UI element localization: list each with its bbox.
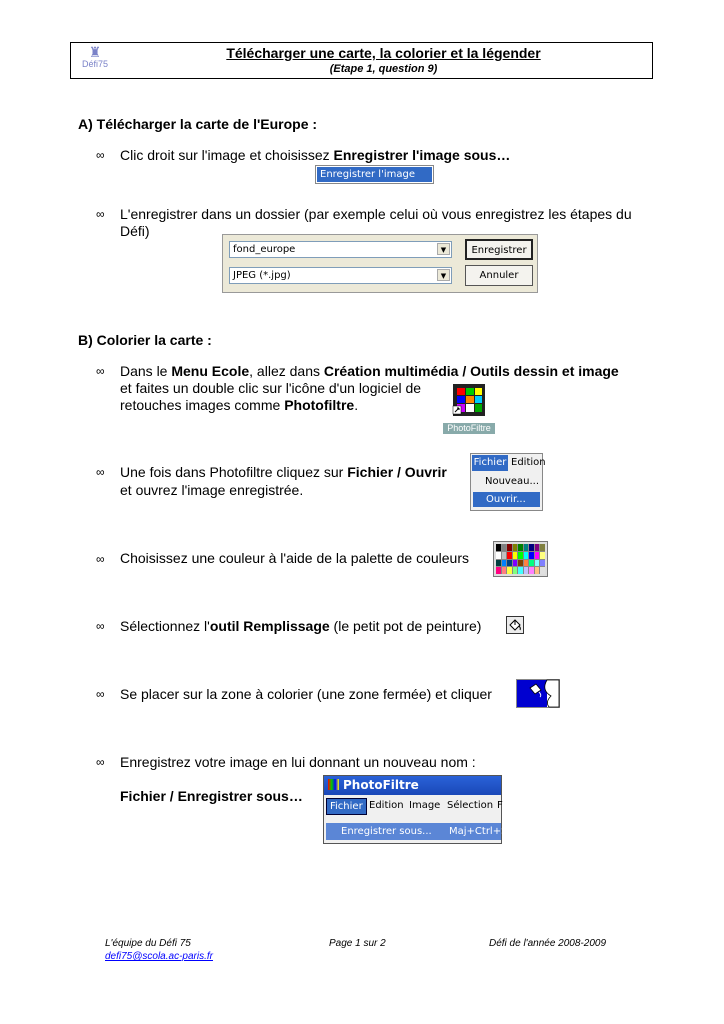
- palette-swatch[interactable]: [496, 544, 501, 551]
- bullet-icon: ∞: [96, 619, 105, 633]
- palette-swatch[interactable]: [540, 544, 545, 551]
- menu-item-nouveau[interactable]: Nouveau...: [485, 476, 540, 487]
- palette-swatch[interactable]: [502, 552, 507, 559]
- palette-swatch[interactable]: [496, 552, 501, 559]
- photofiltre-menubar: [324, 796, 501, 815]
- palette-swatch[interactable]: [496, 567, 501, 574]
- chevron-down-icon[interactable]: ▼: [437, 269, 450, 281]
- section-b-item-6: ∞ Enregistrez votre image en lui donnant un nouveau nom :: [96, 754, 476, 770]
- palette-swatch[interactable]: [507, 567, 512, 574]
- bullet-icon: ∞: [96, 364, 105, 378]
- photofiltre-window-screenshot: [323, 775, 508, 844]
- color-palette[interactable]: [493, 541, 548, 577]
- section-a-item-1: ∞ Clic droit sur l'image et choisissez Enregistrer l'image sous…: [96, 147, 511, 163]
- menu-more[interactable]: F: [497, 800, 503, 811]
- palette-swatch[interactable]: [507, 552, 512, 559]
- section-a-heading: A) Télécharger la carte de l'Europe :: [78, 116, 318, 132]
- chevron-down-icon[interactable]: ▼: [437, 243, 450, 255]
- palette-swatch[interactable]: [529, 567, 534, 574]
- palette-swatch[interactable]: [518, 567, 523, 574]
- page-title: Télécharger une carte, la colorier et la légender: [226, 45, 541, 61]
- section-b-item-3: Choisissez une couleur à l'aide de la palette de couleurs: [120, 550, 470, 566]
- fill-tool-button[interactable]: [506, 616, 524, 634]
- section-b-item-1-line2: et faites un double clic sur l'icône d'un logiciel de: [120, 380, 422, 396]
- logo-text: Défi75: [81, 59, 108, 69]
- save-as-instruction: Fichier / Enregistrer sous…: [120, 788, 303, 804]
- menu-item-save-as[interactable]: Enregistrer sous... Maj+Ctrl+S: [326, 823, 501, 840]
- bullet-icon: ∞: [96, 687, 105, 701]
- fill-cursor-demo: [516, 679, 560, 708]
- palette-swatch[interactable]: [535, 567, 540, 574]
- palette-swatch[interactable]: [513, 544, 518, 551]
- paint-bucket-icon: [507, 617, 523, 633]
- palette-swatch[interactable]: [524, 567, 529, 574]
- palette-swatch[interactable]: [518, 560, 523, 567]
- palette-swatch[interactable]: [535, 560, 540, 567]
- fichier-menu-screenshot: [470, 453, 546, 511]
- menu-image[interactable]: Image: [409, 800, 441, 811]
- section-b-heading: B) Colorier la carte :: [78, 332, 212, 348]
- palette-swatch[interactable]: [529, 544, 534, 551]
- palette-swatch[interactable]: [535, 544, 540, 551]
- cancel-button[interactable]: Annuler: [465, 265, 533, 286]
- palette-swatch[interactable]: [496, 560, 501, 567]
- palette-swatch[interactable]: [502, 567, 507, 574]
- footer-team: L'équipe du Défi 75: [105, 938, 191, 949]
- footer-page-number: Page 1 sur 2: [329, 938, 386, 949]
- menu-item-ouvrir[interactable]: Ouvrir...: [473, 492, 540, 507]
- filetype-select[interactable]: JPEG (*.jpg) ▼: [229, 267, 452, 284]
- palette-swatch[interactable]: [524, 544, 529, 551]
- save-image-menu-item[interactable]: Enregistrer l'image sous...: [316, 166, 433, 183]
- save-as-shortcut: Maj+Ctrl+S: [449, 826, 508, 837]
- bullet-icon: ∞: [96, 148, 105, 162]
- palette-swatch[interactable]: [524, 552, 529, 559]
- palette-swatch[interactable]: [540, 567, 545, 574]
- photofiltre-app-icon: [328, 779, 339, 790]
- paint-bucket-cursor-icon: [517, 680, 559, 707]
- bullet-icon: ∞: [96, 465, 105, 479]
- palette-swatch[interactable]: [518, 544, 523, 551]
- section-a-item-2: ∞ L'enregistrer dans un dossier (par exemple celui où vous enregistrez les étapes du Défi): [96, 206, 632, 239]
- palette-swatch[interactable]: [529, 560, 534, 567]
- footer-email-link[interactable]: defi75@scola.ac-paris.fr: [105, 951, 213, 962]
- section-b-item-4: ∞ Sélectionnez l'outil Remplissage (le petit pot de peinture): [96, 618, 482, 634]
- palette-swatch[interactable]: [535, 552, 540, 559]
- photofiltre-titlebar: PhotoFiltre: [324, 776, 501, 795]
- section-b-item-1: ∞ Dans le Menu Ecole, allez dans Création multimédia / Outils dessin et image: [96, 363, 619, 379]
- bullet-icon: ∞: [96, 552, 105, 566]
- bullet-icon: ∞: [96, 207, 105, 221]
- palette-swatch[interactable]: [540, 552, 545, 559]
- save-dialog: [222, 234, 538, 293]
- palette-swatch[interactable]: [507, 560, 512, 567]
- menu-fichier[interactable]: Fichier: [472, 455, 508, 471]
- photofiltre-icon-label: PhotoFiltre: [443, 423, 495, 434]
- palette-swatch[interactable]: [513, 567, 518, 574]
- section-b-item-2: ∞ Une fois dans Photofiltre cliquez sur Fichier / Ouvrir: [96, 464, 447, 480]
- photofiltre-icon: [443, 382, 495, 418]
- defi75-logo: [76, 45, 114, 75]
- menu-selection[interactable]: Sélection: [447, 800, 494, 811]
- photofiltre-desktop-icon[interactable]: [443, 382, 495, 433]
- section-b-item-2-line2: et ouvrez l'image enregistrée.: [120, 482, 304, 498]
- footer-year: Défi de l'année 2008-2009: [489, 938, 607, 949]
- palette-swatch[interactable]: [513, 560, 518, 567]
- palette-swatch[interactable]: [529, 552, 534, 559]
- save-button[interactable]: Enregistrer: [465, 239, 533, 260]
- palette-swatch[interactable]: [540, 560, 545, 567]
- menu-fichier[interactable]: Fichier: [326, 798, 367, 815]
- palette-swatch[interactable]: [518, 552, 523, 559]
- menu-edition[interactable]: Edition: [369, 800, 404, 811]
- menu-edition[interactable]: Edition: [511, 457, 546, 468]
- eiffel-tower-icon: ♜: [88, 44, 102, 60]
- section-b-item-5: ∞ Se placer sur la zone à colorier (une zone fermée) et cliquer: [96, 686, 492, 702]
- page-subtitle: (Etape 1, question 9): [329, 63, 438, 75]
- filename-field[interactable]: fond_europe ▼: [229, 241, 452, 258]
- section-b-item-1-line3: retouches images comme Photofiltre.: [120, 397, 359, 413]
- palette-grid[interactable]: [496, 544, 545, 574]
- bullet-icon: ∞: [96, 755, 105, 769]
- palette-swatch[interactable]: [502, 560, 507, 567]
- palette-swatch[interactable]: [502, 544, 507, 551]
- palette-swatch[interactable]: [524, 560, 529, 567]
- palette-swatch[interactable]: [507, 544, 512, 551]
- palette-swatch[interactable]: [513, 552, 518, 559]
